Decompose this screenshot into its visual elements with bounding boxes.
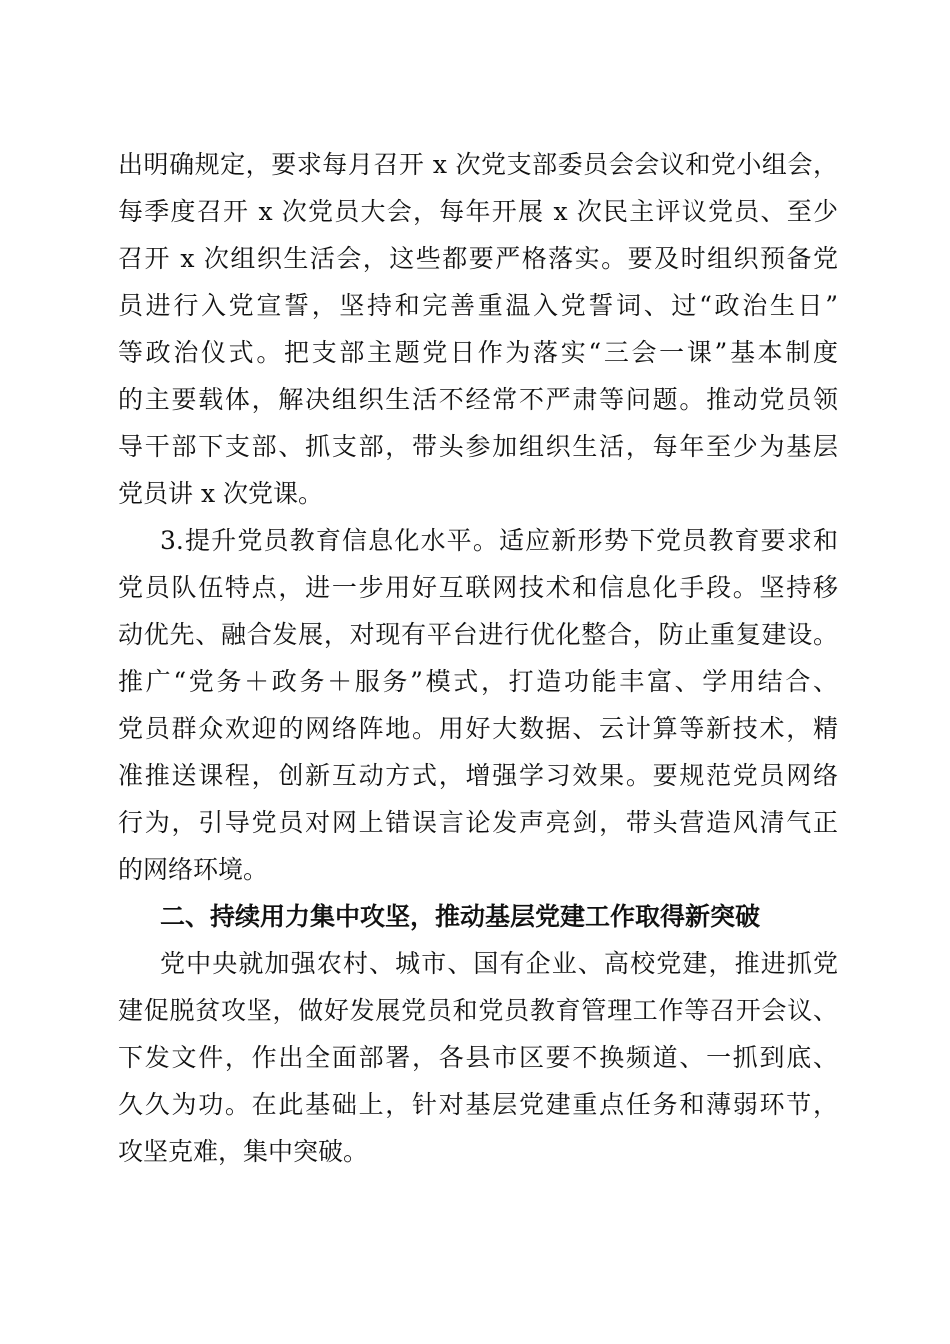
paragraph-line: 3.提升党员教育信息化水平。适应新形势下党员教育要求和 — [160, 526, 838, 555]
paragraph-line: 行为，引导党员对网上错误言论发声亮剑，带头营造风清气正 — [118, 808, 838, 837]
paragraph-line: 建促脱贫攻坚，做好发展党员和党员教育管理工作等召开会议、 — [118, 996, 838, 1025]
paragraph-line: 每季度召开 x 次党员大会，每年开展 x 次民主评议党员、至少 — [118, 197, 838, 226]
paragraph-line: 攻坚克难，集中突破。 — [118, 1137, 369, 1166]
paragraph-line: 久久为功。在此基础上，针对基层党建重点任务和薄弱环节， — [118, 1090, 838, 1119]
paragraph-line: 员进行入党宣誓，坚持和完善重温入党誓词、过“政治生日” — [118, 291, 838, 320]
section-heading: 二、持续用力集中攻坚，推动基层党建工作取得新突破 — [160, 902, 761, 931]
paragraph-line: 党员讲 x 次党课。 — [118, 479, 323, 508]
paragraph-line: 党中央就加强农村、城市、国有企业、高校党建，推进抓党 — [160, 949, 838, 978]
paragraph-line: 等政治仪式。把支部主题党日作为落实“三会一课”基本制度 — [118, 338, 838, 367]
paragraph-line: 导干部下支部、抓支部，带头参加组织生活，每年至少为基层 — [118, 432, 838, 461]
paragraph-line: 推广“党务＋政务＋服务”模式，打造功能丰富、学用结合、 — [118, 667, 838, 696]
paragraph-line: 出明确规定，要求每月召开 x 次党支部委员会会议和党小组会， — [118, 150, 838, 179]
paragraph-line: 的网络环境。 — [118, 855, 269, 884]
paragraph-line: 的主要载体，解决组织生活不经常不严肃等问题。推动党员领 — [118, 385, 838, 414]
paragraph-line: 下发文件，作出全面部署，各县市区要不换频道、一抓到底、 — [118, 1043, 838, 1072]
paragraph-line: 动优先、融合发展，对现有平台进行优化整合，防止重复建设。 — [118, 620, 838, 649]
paragraph-line: 党员队伍特点，进一步用好互联网技术和信息化手段。坚持移 — [118, 573, 838, 602]
paragraph-line: 党员群众欢迎的网络阵地。用好大数据、云计算等新技术，精 — [118, 714, 838, 743]
paragraph-line: 召开 x 次组织生活会，这些都要严格落实。要及时组织预备党 — [118, 244, 838, 273]
paragraph-line: 准推送课程，创新互动方式，增强学习效果。要规范党员网络 — [118, 761, 838, 790]
